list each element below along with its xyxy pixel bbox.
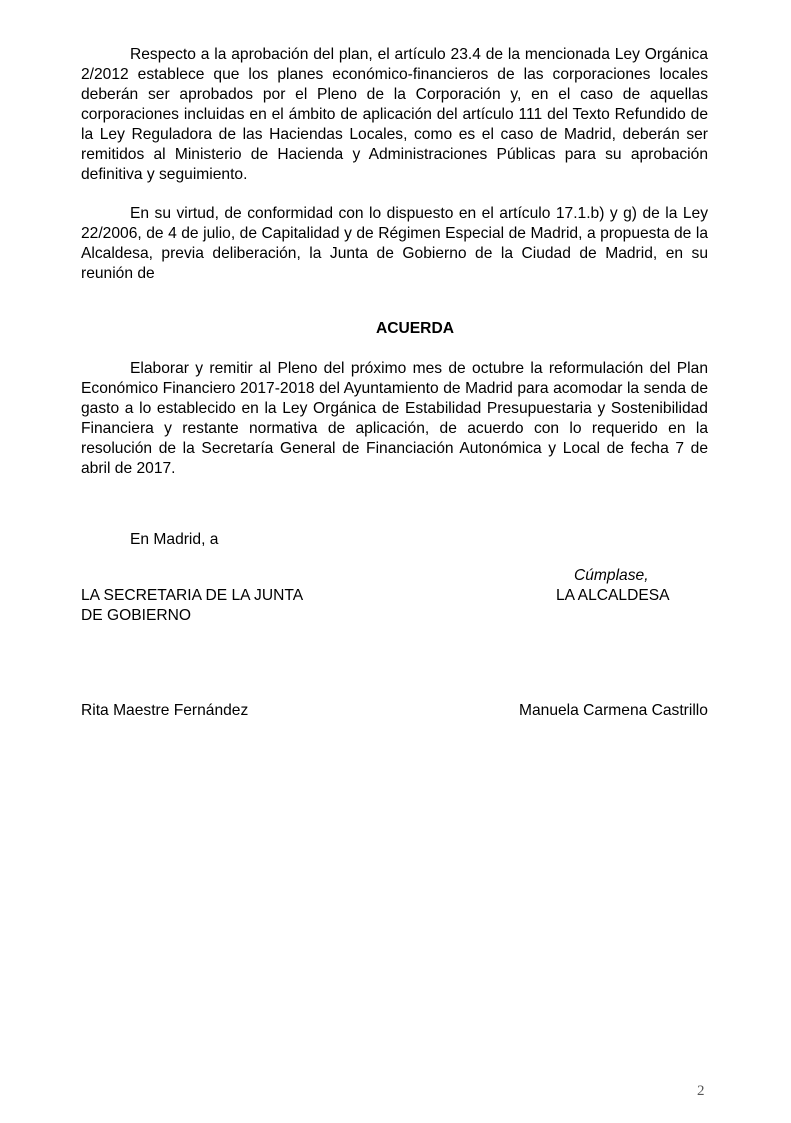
cumplase-label: Cúmplase, bbox=[574, 567, 649, 584]
heading-acuerda: ACUERDA bbox=[376, 320, 454, 337]
mayor-title: LA ALCALDESA bbox=[556, 587, 670, 604]
mayor-name: Manuela Carmena Castrillo bbox=[519, 702, 708, 719]
secretary-title-line-2: DE GOBIERNO bbox=[81, 607, 192, 624]
secretary-title-line-1: LA SECRETARIA DE LA JUNTA bbox=[81, 587, 304, 604]
page-number: 2 bbox=[697, 1083, 705, 1099]
place-date: En Madrid, a bbox=[130, 531, 219, 548]
paragraph-3-text: Elaborar y remitir al Pleno del próximo mes de octubre la reformulación del Plan Económico Financiero 2017-2018 del Ayuntamiento de Madrid para acomodar la senda de gasto a lo establecido en la Ley Orgánica de Estabilidad Presupuestaria y Sostenibilidad Financiera y restante normativa de aplicación, de acuerdo con lo requerido en la resolución de la Secretaría General de Financiación Autonómica y Local de fecha 7 de abril de 2017. bbox=[81, 360, 708, 477]
paragraph-plan-approval bbox=[81, 45, 708, 185]
paragraph-1-text: Respecto a la aprobación del plan, el artículo 23.4 de la mencionada Ley Orgánica 2/2012 establece que los planes económico-financieros de las corporaciones locales deberán ser aprobados por el Pleno de la Corporación y, en el caso de aquellas corporaciones incluidas en el ámbito de aplicación del artículo 111 del Texto Refundido de la Ley Reguladora de las Haciendas Locales, como es el caso de Madrid, deberán ser remitidos al Ministerio de Hacienda y Administraciones Públicas para su aprobación definitiva y seguimiento. bbox=[81, 46, 708, 183]
paragraph-agreement bbox=[81, 359, 708, 479]
paragraph-legal-basis bbox=[81, 204, 708, 284]
secretary-name: Rita Maestre Fernández bbox=[81, 702, 249, 719]
paragraph-2-text: En su virtud, de conformidad con lo dispuesto en el artículo 17.1.b) y g) de la Ley 22/2006, de 4 de julio, de Capitalidad y de Régimen Especial de Madrid, a propuesta de la Alcaldesa, previa deliberación, la Junta de Gobierno de la Ciudad de Madrid, en su reunión de bbox=[81, 205, 708, 282]
